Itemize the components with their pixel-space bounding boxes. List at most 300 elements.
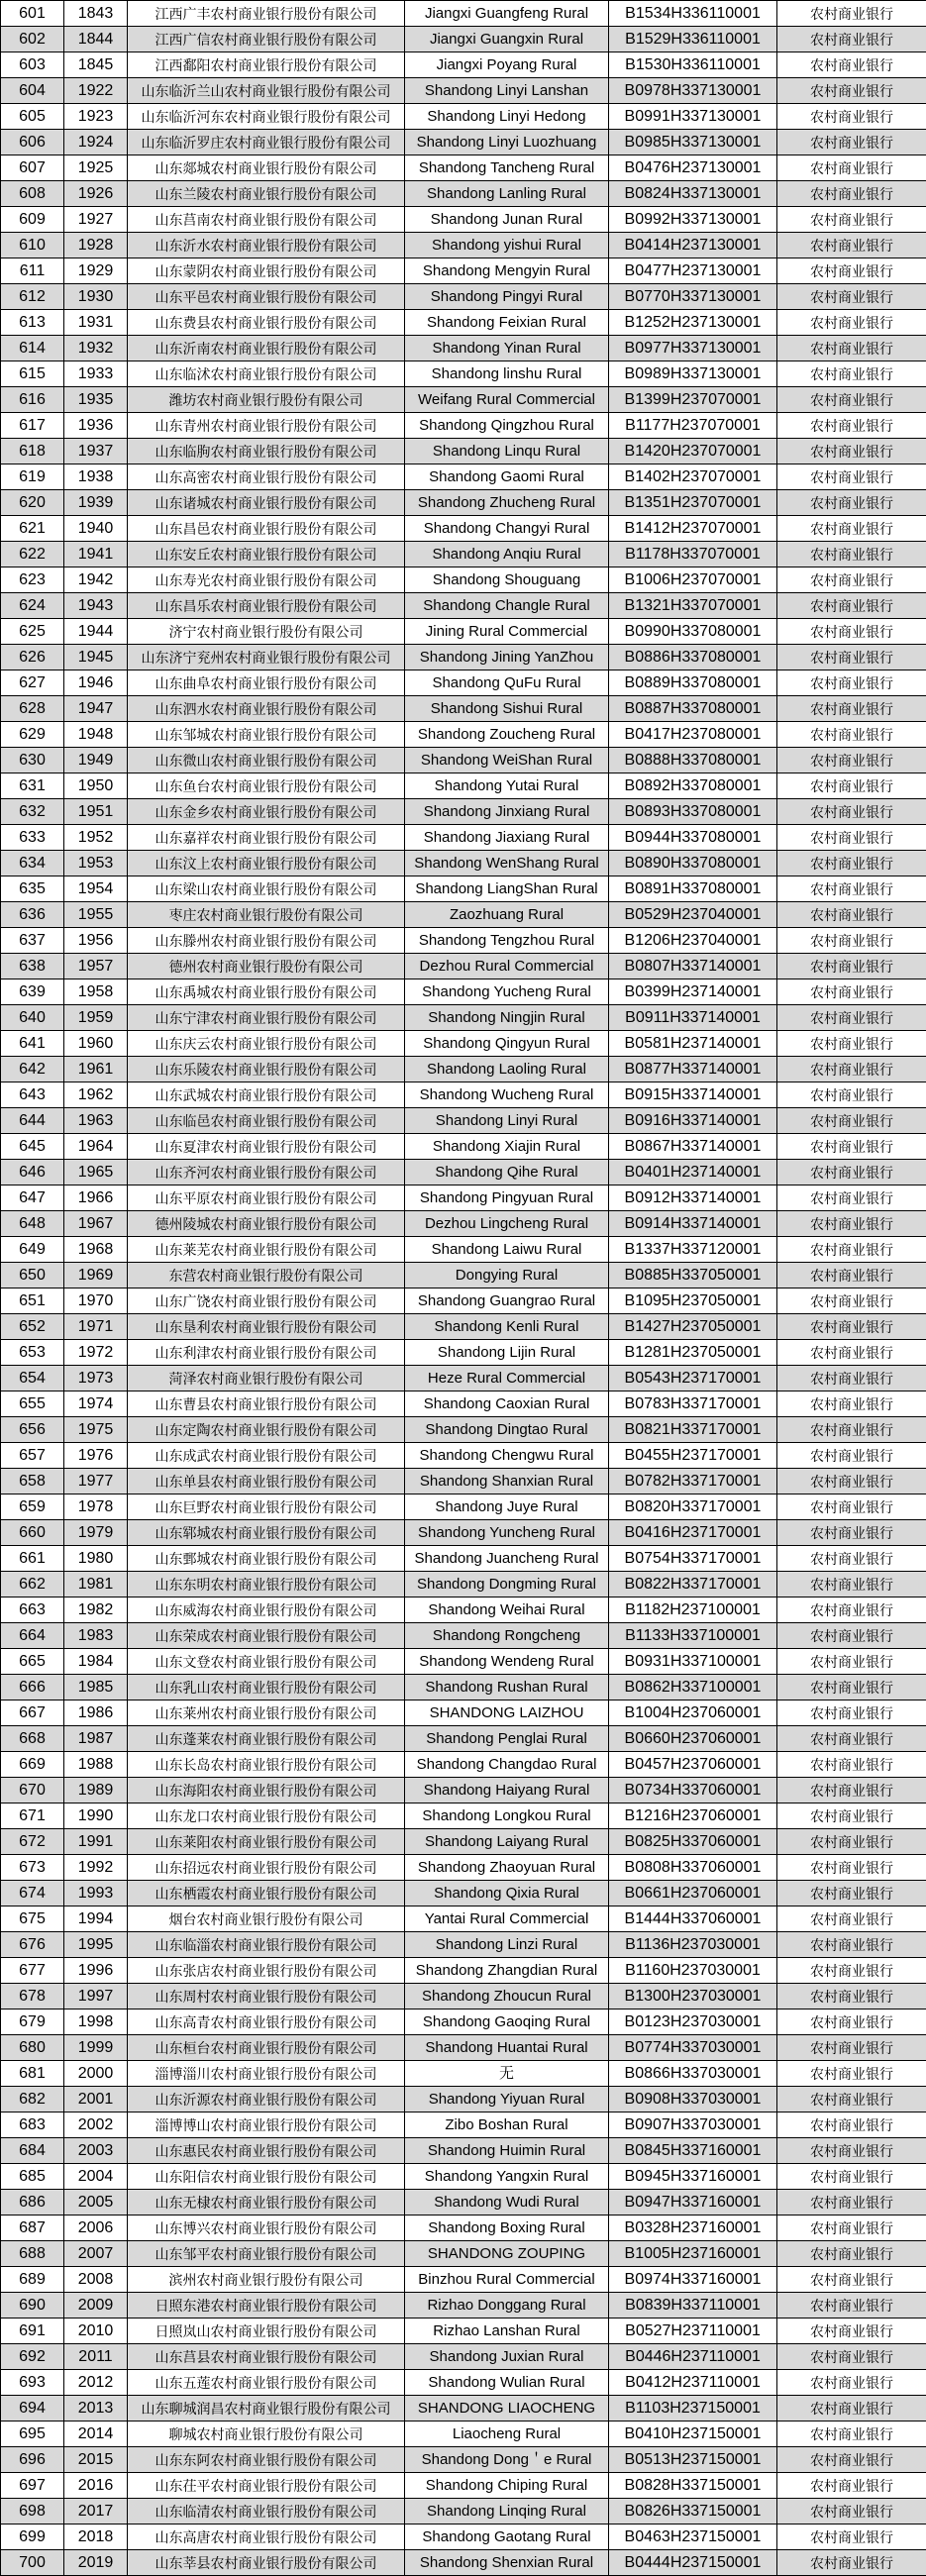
license-code-cell: B0463H237150001 [609, 2524, 777, 2550]
bank-type-cell: 农村商业银行 [777, 619, 926, 645]
bank-name-en-cell: Shandong Linqing Rural [405, 2499, 609, 2524]
bank-type-cell: 农村商业银行 [777, 1366, 926, 1391]
bank-name-en-cell: Shandong WeiShan Rural [405, 748, 609, 773]
bank-name-en-cell: Shandong Jinxiang Rural [405, 799, 609, 825]
sequence-number-cell: 1945 [64, 645, 128, 670]
bank-name-en-cell: Shandong Juancheng Rural [405, 1546, 609, 1572]
sequence-number-cell: 1994 [64, 1906, 128, 1932]
bank-name-en-cell: Jiangxi Guangxin Rural [405, 27, 609, 52]
row-index-cell: 699 [1, 2524, 64, 2550]
bank-name-en-cell: Shandong Dingtao Rural [405, 1417, 609, 1443]
license-code-cell: B0821H337170001 [609, 1417, 777, 1443]
license-code-cell: B0867H337140001 [609, 1134, 777, 1160]
bank-name-cn-cell: 山东蓬莱农村商业银行股份有限公司 [128, 1726, 405, 1752]
sequence-number-cell: 1958 [64, 979, 128, 1005]
sequence-number-cell: 1932 [64, 336, 128, 361]
bank-type-cell: 农村商业银行 [777, 1572, 926, 1597]
row-index-cell: 606 [1, 130, 64, 155]
table-row [1, 1572, 926, 1597]
bank-type-cell: 农村商业银行 [777, 2009, 926, 2035]
license-code-cell: B1133H337100001 [609, 1623, 777, 1649]
bank-type-cell: 农村商业银行 [777, 1752, 926, 1778]
sequence-number-cell: 1927 [64, 207, 128, 233]
bank-type-cell: 农村商业银行 [777, 52, 926, 78]
license-code-cell: B1182H237100001 [609, 1597, 777, 1623]
bank-name-en-cell: Shandong linshu Rural [405, 361, 609, 387]
license-code-cell: B0527H237110001 [609, 2318, 777, 2344]
table-row [1, 2447, 926, 2473]
table-row [1, 2138, 926, 2164]
bank-name-cn-cell: 山东曹县农村商业银行股份有限公司 [128, 1391, 405, 1417]
sequence-number-cell: 2014 [64, 2421, 128, 2447]
license-code-cell: B0886H337080001 [609, 645, 777, 670]
bank-type-cell: 农村商业银行 [777, 799, 926, 825]
license-code-cell: B0783H337170001 [609, 1391, 777, 1417]
bank-name-cn-cell: 山东利津农村商业银行股份有限公司 [128, 1340, 405, 1366]
table-row [1, 1108, 926, 1134]
bank-type-cell: 农村商业银行 [777, 2550, 926, 2576]
sequence-number-cell: 2003 [64, 2138, 128, 2164]
license-code-cell: B0444H237150001 [609, 2550, 777, 2576]
bank-type-cell: 农村商业银行 [777, 1726, 926, 1752]
sequence-number-cell: 1979 [64, 1520, 128, 1546]
row-index-cell: 642 [1, 1057, 64, 1082]
row-index-cell: 639 [1, 979, 64, 1005]
license-code-cell: B0123H237030001 [609, 2009, 777, 2035]
bank-type-cell: 农村商业银行 [777, 2473, 926, 2499]
row-index-cell: 688 [1, 2241, 64, 2267]
table-row [1, 310, 926, 336]
license-code-cell: B0877H337140001 [609, 1057, 777, 1082]
table-row [1, 567, 926, 593]
bank-name-cn-cell: 山东郯城农村商业银行股份有限公司 [128, 155, 405, 181]
bank-name-cn-cell: 山东莱州农村商业银行股份有限公司 [128, 1700, 405, 1726]
row-index-cell: 659 [1, 1494, 64, 1520]
bank-name-en-cell: Shandong Sishui Rural [405, 696, 609, 722]
bank-type-cell: 农村商业银行 [777, 1469, 926, 1494]
row-index-cell: 648 [1, 1211, 64, 1237]
table-row [1, 1958, 926, 1984]
bank-name-cn-cell: 江西鄱阳农村商业银行股份有限公司 [128, 52, 405, 78]
bank-name-en-cell: Rizhao Lanshan Rural [405, 2318, 609, 2344]
sequence-number-cell: 2015 [64, 2447, 128, 2473]
table-row [1, 207, 926, 233]
table-row [1, 1649, 926, 1675]
row-index-cell: 653 [1, 1340, 64, 1366]
license-code-cell: B0912H337140001 [609, 1185, 777, 1211]
sequence-number-cell: 2019 [64, 2550, 128, 2576]
sequence-number-cell: 1982 [64, 1597, 128, 1623]
row-index-cell: 671 [1, 1803, 64, 1829]
bank-type-cell: 农村商业银行 [777, 2164, 926, 2190]
row-index-cell: 697 [1, 2473, 64, 2499]
row-index-cell: 632 [1, 799, 64, 825]
bank-name-cn-cell: 山东单县农村商业银行股份有限公司 [128, 1469, 405, 1494]
license-code-cell: B0754H337170001 [609, 1546, 777, 1572]
table-row [1, 2215, 926, 2241]
table-row [1, 542, 926, 567]
row-index-cell: 638 [1, 954, 64, 979]
sequence-number-cell: 1976 [64, 1443, 128, 1469]
bank-name-en-cell: Shandong Rongcheng [405, 1623, 609, 1649]
bank-type-cell: 农村商业银行 [777, 1160, 926, 1185]
sequence-number-cell: 1926 [64, 181, 128, 207]
sequence-number-cell: 1971 [64, 1314, 128, 1340]
table-row [1, 27, 926, 52]
bank-name-en-cell: Shandong Chengwu Rural [405, 1443, 609, 1469]
bank-name-cn-cell: 山东东明农村商业银行股份有限公司 [128, 1572, 405, 1597]
sequence-number-cell: 1922 [64, 78, 128, 104]
license-code-cell: B0839H337110001 [609, 2293, 777, 2318]
bank-name-cn-cell: 淄博淄川农村商业银行股份有限公司 [128, 2061, 405, 2087]
license-code-cell: B0414H237130001 [609, 233, 777, 258]
bank-name-cn-cell: 山东青州农村商业银行股份有限公司 [128, 413, 405, 439]
bank-type-cell: 农村商业银行 [777, 773, 926, 799]
bank-name-en-cell: Shandong Dongming Rural [405, 1572, 609, 1597]
license-code-cell: B0985H337130001 [609, 130, 777, 155]
bank-name-en-cell: Shandong Boxing Rural [405, 2215, 609, 2241]
license-code-cell: B1444H337060001 [609, 1906, 777, 1932]
bank-name-cn-cell: 山东安丘农村商业银行股份有限公司 [128, 542, 405, 567]
row-index-cell: 643 [1, 1082, 64, 1108]
bank-name-en-cell: Shandong Huantai Rural [405, 2035, 609, 2061]
bank-name-cn-cell: 山东乳山农村商业银行股份有限公司 [128, 1675, 405, 1700]
row-index-cell: 680 [1, 2035, 64, 2061]
bank-name-cn-cell: 山东海阳农村商业银行股份有限公司 [128, 1778, 405, 1803]
bank-name-cn-cell: 济宁农村商业银行股份有限公司 [128, 619, 405, 645]
row-index-cell: 689 [1, 2267, 64, 2293]
row-index-cell: 629 [1, 722, 64, 748]
row-index-cell: 619 [1, 464, 64, 490]
bank-type-cell: 农村商业银行 [777, 2293, 926, 2318]
sequence-number-cell: 1928 [64, 233, 128, 258]
sequence-number-cell: 1980 [64, 1546, 128, 1572]
bank-name-en-cell: SHANDONG LAIZHOU [405, 1700, 609, 1726]
bank-name-en-cell: Shandong Lijin Rural [405, 1340, 609, 1366]
bank-type-cell: 农村商业银行 [777, 2447, 926, 2473]
bank-name-cn-cell: 山东邹城农村商业银行股份有限公司 [128, 722, 405, 748]
sequence-number-cell: 1985 [64, 1675, 128, 1700]
table-row [1, 2396, 926, 2421]
row-index-cell: 694 [1, 2396, 64, 2421]
bank-name-en-cell: Shandong Kenli Rural [405, 1314, 609, 1340]
row-index-cell: 655 [1, 1391, 64, 1417]
row-index-cell: 630 [1, 748, 64, 773]
bank-type-cell: 农村商业银行 [777, 979, 926, 1005]
bank-type-cell: 农村商业银行 [777, 130, 926, 155]
sequence-number-cell: 1929 [64, 258, 128, 284]
row-index-cell: 663 [1, 1597, 64, 1623]
sequence-number-cell: 1966 [64, 1185, 128, 1211]
bank-name-cn-cell: 东营农村商业银行股份有限公司 [128, 1263, 405, 1288]
bank-type-cell: 农村商业银行 [777, 1185, 926, 1211]
bank-name-cn-cell: 山东周村农村商业银行股份有限公司 [128, 1984, 405, 2009]
table-row [1, 258, 926, 284]
table-row [1, 52, 926, 78]
row-index-cell: 617 [1, 413, 64, 439]
license-code-cell: B1252H237130001 [609, 310, 777, 336]
bank-type-cell: 农村商业银行 [777, 2241, 926, 2267]
row-index-cell: 610 [1, 233, 64, 258]
table-row [1, 1314, 926, 1340]
bank-name-en-cell: Shandong Gaotang Rural [405, 2524, 609, 2550]
table-row [1, 1855, 926, 1881]
table-row [1, 2370, 926, 2396]
row-index-cell: 612 [1, 284, 64, 310]
bank-name-cn-cell: 山东邹平农村商业银行股份有限公司 [128, 2241, 405, 2267]
bank-name-cn-cell: 日照岚山农村商业银行股份有限公司 [128, 2318, 405, 2344]
bank-name-cn-cell: 山东临邑农村商业银行股份有限公司 [128, 1108, 405, 1134]
bank-name-cn-cell: 山东郓城农村商业银行股份有限公司 [128, 1520, 405, 1546]
row-index-cell: 621 [1, 516, 64, 542]
bank-name-en-cell: Rizhao Donggang Rural [405, 2293, 609, 2318]
bank-name-en-cell: Shandong Longkou Rural [405, 1803, 609, 1829]
bank-name-en-cell: 无 [405, 2061, 609, 2087]
sequence-number-cell: 1974 [64, 1391, 128, 1417]
table-row [1, 1520, 926, 1546]
bank-type-cell: 农村商业银行 [777, 2215, 926, 2241]
bank-type-cell: 农村商业银行 [777, 1546, 926, 1572]
license-code-cell: B0947H337160001 [609, 2190, 777, 2215]
table-row [1, 876, 926, 902]
bank-name-en-cell: SHANDONG LIAOCHENG [405, 2396, 609, 2421]
bank-name-cn-cell: 潍坊农村商业银行股份有限公司 [128, 387, 405, 413]
row-index-cell: 607 [1, 155, 64, 181]
bank-name-en-cell: Dezhou Rural Commercial [405, 954, 609, 979]
license-code-cell: B0822H337170001 [609, 1572, 777, 1597]
table-row [1, 1597, 926, 1623]
row-index-cell: 656 [1, 1417, 64, 1443]
bank-name-en-cell: Shandong Jining YanZhou [405, 645, 609, 670]
table-row [1, 1211, 926, 1237]
bank-type-cell: 农村商业银行 [777, 1906, 926, 1932]
sequence-number-cell: 2000 [64, 2061, 128, 2087]
bank-name-en-cell: Shandong Caoxian Rural [405, 1391, 609, 1417]
license-code-cell: B0914H337140001 [609, 1211, 777, 1237]
table-row [1, 1160, 926, 1185]
license-code-cell: B1095H237050001 [609, 1288, 777, 1314]
bank-name-en-cell: Shandong Wendeng Rural [405, 1649, 609, 1675]
table-row [1, 1675, 926, 1700]
bank-name-cn-cell: 山东金乡农村商业银行股份有限公司 [128, 799, 405, 825]
table-row [1, 2190, 926, 2215]
license-code-cell: B0457H237060001 [609, 1752, 777, 1778]
table-row [1, 670, 926, 696]
bank-type-cell: 农村商业银行 [777, 722, 926, 748]
sequence-number-cell: 1999 [64, 2035, 128, 2061]
bank-name-cn-cell: 山东临清农村商业银行股份有限公司 [128, 2499, 405, 2524]
bank-name-en-cell: Shandong Zoucheng Rural [405, 722, 609, 748]
sequence-number-cell: 1924 [64, 130, 128, 155]
bank-name-cn-cell: 山东阳信农村商业银行股份有限公司 [128, 2164, 405, 2190]
bank-name-en-cell: Jiangxi Poyang Rural [405, 52, 609, 78]
bank-name-en-cell: Shandong Shouguang [405, 567, 609, 593]
table-row [1, 464, 926, 490]
bank-name-cn-cell: 山东招远农村商业银行股份有限公司 [128, 1855, 405, 1881]
row-index-cell: 644 [1, 1108, 64, 1134]
sequence-number-cell: 1995 [64, 1932, 128, 1958]
license-code-cell: B1420H237070001 [609, 439, 777, 464]
license-code-cell: B1005H237160001 [609, 2241, 777, 2267]
bank-name-en-cell: Shandong WenShang Rural [405, 851, 609, 876]
bank-type-cell: 农村商业银行 [777, 2112, 926, 2138]
license-code-cell: B0991H337130001 [609, 104, 777, 130]
bank-name-cn-cell: 德州农村商业银行股份有限公司 [128, 954, 405, 979]
row-index-cell: 665 [1, 1649, 64, 1675]
bank-name-en-cell: Shandong Wulian Rural [405, 2370, 609, 2396]
table-row [1, 336, 926, 361]
sequence-number-cell: 1953 [64, 851, 128, 876]
bank-name-en-cell: Shandong Changle Rural [405, 593, 609, 619]
table-row [1, 799, 926, 825]
sequence-number-cell: 1941 [64, 542, 128, 567]
row-index-cell: 616 [1, 387, 64, 413]
bank-name-cn-cell: 山东嘉祥农村商业银行股份有限公司 [128, 825, 405, 851]
bank-type-cell: 农村商业银行 [777, 2318, 926, 2344]
bank-name-cn-cell: 山东莱芜农村商业银行股份有限公司 [128, 1237, 405, 1263]
license-code-cell: B0410H237150001 [609, 2421, 777, 2447]
bank-type-cell: 农村商业银行 [777, 2035, 926, 2061]
bank-name-cn-cell: 山东微山农村商业银行股份有限公司 [128, 748, 405, 773]
sequence-number-cell: 1968 [64, 1237, 128, 1263]
bank-name-cn-cell: 山东高唐农村商业银行股份有限公司 [128, 2524, 405, 2550]
bank-name-cn-cell: 山东兰陵农村商业银行股份有限公司 [128, 181, 405, 207]
bank-name-cn-cell: 山东张店农村商业银行股份有限公司 [128, 1958, 405, 1984]
row-index-cell: 696 [1, 2447, 64, 2473]
sequence-number-cell: 2004 [64, 2164, 128, 2190]
table-row [1, 1752, 926, 1778]
bank-name-cn-cell: 山东东阿农村商业银行股份有限公司 [128, 2447, 405, 2473]
license-code-cell: B1206H237040001 [609, 928, 777, 954]
sequence-number-cell: 1957 [64, 954, 128, 979]
table-row [1, 748, 926, 773]
table-row [1, 2035, 926, 2061]
sequence-number-cell: 1955 [64, 902, 128, 928]
bank-name-en-cell: Shandong Gaomi Rural [405, 464, 609, 490]
bank-name-en-cell: Shandong Zhucheng Rural [405, 490, 609, 516]
bank-name-cn-cell: 山东武城农村商业银行股份有限公司 [128, 1082, 405, 1108]
sequence-number-cell: 1969 [64, 1263, 128, 1288]
bank-type-cell: 农村商业银行 [777, 2087, 926, 2112]
table-row [1, 1881, 926, 1906]
bank-name-cn-cell: 山东鄄城农村商业银行股份有限公司 [128, 1546, 405, 1572]
bank-name-en-cell: Shandong Yutai Rural [405, 773, 609, 799]
table-row [1, 2473, 926, 2499]
bank-name-en-cell: Shandong Pingyuan Rural [405, 1185, 609, 1211]
table-row [1, 516, 926, 542]
table-row [1, 696, 926, 722]
table-row [1, 2421, 926, 2447]
row-index-cell: 633 [1, 825, 64, 851]
bank-name-cn-cell: 山东高密农村商业银行股份有限公司 [128, 464, 405, 490]
sequence-number-cell: 1962 [64, 1082, 128, 1108]
table-row [1, 2344, 926, 2370]
bank-type-cell: 农村商业银行 [777, 1803, 926, 1829]
bank-name-en-cell: Shandong Yangxin Rural [405, 2164, 609, 2190]
sequence-number-cell: 1950 [64, 773, 128, 799]
row-index-cell: 618 [1, 439, 64, 464]
table-row [1, 1700, 926, 1726]
row-index-cell: 602 [1, 27, 64, 52]
sequence-number-cell: 1949 [64, 748, 128, 773]
row-index-cell: 609 [1, 207, 64, 233]
bank-name-en-cell: Shandong QuFu Rural [405, 670, 609, 696]
bank-type-cell: 农村商业银行 [777, 1211, 926, 1237]
bank-name-en-cell: Jining Rural Commercial [405, 619, 609, 645]
table-row [1, 78, 926, 104]
bank-name-cn-cell: 山东寿光农村商业银行股份有限公司 [128, 567, 405, 593]
row-index-cell: 627 [1, 670, 64, 696]
bank-name-cn-cell: 山东长岛农村商业银行股份有限公司 [128, 1752, 405, 1778]
bank-name-en-cell: Shandong Yiyuan Rural [405, 2087, 609, 2112]
bank-name-en-cell: Weifang Rural Commercial [405, 387, 609, 413]
bank-type-cell: 农村商业银行 [777, 2370, 926, 2396]
bank-name-cn-cell: 山东临沭农村商业银行股份有限公司 [128, 361, 405, 387]
sequence-number-cell: 2002 [64, 2112, 128, 2138]
sequence-number-cell: 1981 [64, 1572, 128, 1597]
license-code-cell: B0399H237140001 [609, 979, 777, 1005]
license-code-cell: B0416H237170001 [609, 1520, 777, 1546]
bank-name-cn-cell: 山东临沂兰山农村商业银行股份有限公司 [128, 78, 405, 104]
sequence-number-cell: 1944 [64, 619, 128, 645]
bank-type-cell: 农村商业银行 [777, 1520, 926, 1546]
bank-name-en-cell: Shandong LiangShan Rural [405, 876, 609, 902]
sequence-number-cell: 1975 [64, 1417, 128, 1443]
bank-name-en-cell: Shandong Weihai Rural [405, 1597, 609, 1623]
sequence-number-cell: 1948 [64, 722, 128, 748]
table-row [1, 619, 926, 645]
bank-type-cell: 农村商业银行 [777, 1417, 926, 1443]
bank-name-en-cell: Shandong Wucheng Rural [405, 1082, 609, 1108]
license-code-cell: B0885H337050001 [609, 1263, 777, 1288]
bank-name-cn-cell: 山东沂南农村商业银行股份有限公司 [128, 336, 405, 361]
sequence-number-cell: 1925 [64, 155, 128, 181]
sequence-number-cell: 1940 [64, 516, 128, 542]
bank-name-en-cell: Shandong Qingyun Rural [405, 1031, 609, 1057]
license-code-cell: B0825H337060001 [609, 1829, 777, 1855]
bank-name-cn-cell: 山东莒南农村商业银行股份有限公司 [128, 207, 405, 233]
sequence-number-cell: 2005 [64, 2190, 128, 2215]
sequence-number-cell: 2007 [64, 2241, 128, 2267]
bank-type-cell: 农村商业银行 [777, 2267, 926, 2293]
bank-name-en-cell: Shandong Yucheng Rural [405, 979, 609, 1005]
bank-name-en-cell: Shandong Laoling Rural [405, 1057, 609, 1082]
bank-type-cell: 农村商业银行 [777, 1855, 926, 1881]
row-index-cell: 685 [1, 2164, 64, 2190]
row-index-cell: 693 [1, 2370, 64, 2396]
sequence-number-cell: 1988 [64, 1752, 128, 1778]
license-code-cell: B1103H237150001 [609, 2396, 777, 2421]
license-code-cell: B0845H337160001 [609, 2138, 777, 2164]
license-code-cell: B0476H237130001 [609, 155, 777, 181]
license-code-cell: B1160H237030001 [609, 1958, 777, 1984]
bank-type-cell: 农村商业银行 [777, 1288, 926, 1314]
row-index-cell: 664 [1, 1623, 64, 1649]
sequence-number-cell: 2009 [64, 2293, 128, 2318]
row-index-cell: 623 [1, 567, 64, 593]
bank-type-cell: 农村商业银行 [777, 2524, 926, 2550]
license-code-cell: B1006H237070001 [609, 567, 777, 593]
bank-type-cell: 农村商业银行 [777, 1, 926, 27]
bank-type-cell: 农村商业银行 [777, 1443, 926, 1469]
license-code-cell: B0978H337130001 [609, 78, 777, 104]
bank-type-cell: 农村商业银行 [777, 1005, 926, 1031]
table-row [1, 2499, 926, 2524]
license-code-cell: B0977H337130001 [609, 336, 777, 361]
row-index-cell: 603 [1, 52, 64, 78]
sequence-number-cell: 1964 [64, 1134, 128, 1160]
table-row [1, 1366, 926, 1391]
